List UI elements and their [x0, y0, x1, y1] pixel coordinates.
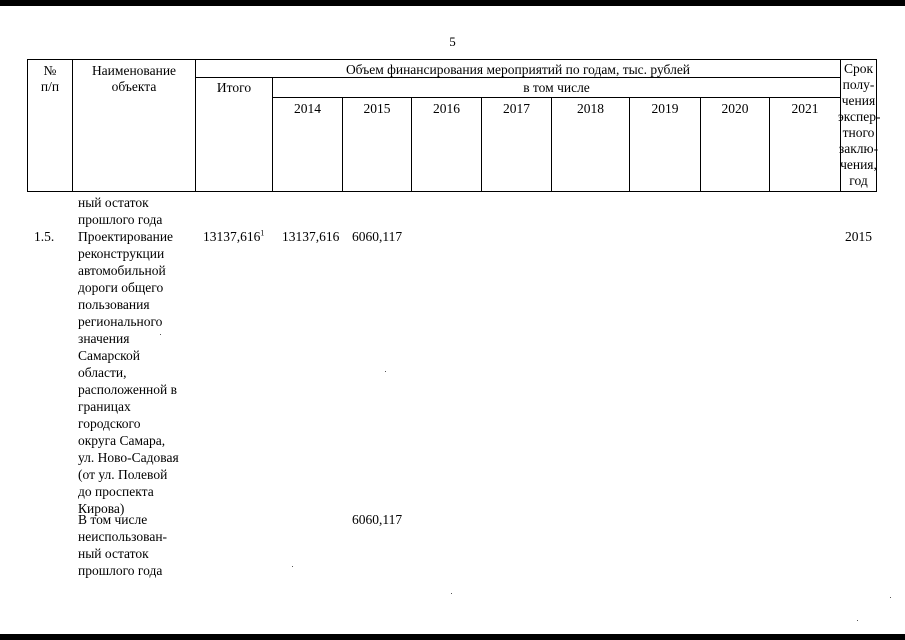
header-year-2019: 2019 — [651, 101, 679, 116]
scan-speck — [385, 371, 386, 372]
bottom-border — [0, 634, 905, 640]
row-2015-value: 6060,117 — [352, 229, 403, 244]
header-year-2021: 2021 — [791, 101, 819, 116]
top-border — [0, 0, 905, 6]
row-2014-value: 13137,616 — [282, 229, 340, 244]
scan-speck — [160, 334, 161, 335]
subrow-2015-value: 6060,117 — [352, 512, 403, 527]
header-year-2015: 2015 — [363, 101, 391, 116]
header-year-2016: 2016 — [433, 101, 460, 116]
scan-speck — [292, 566, 293, 567]
scan-speck — [857, 620, 858, 621]
page-number: 5 — [449, 34, 456, 49]
header-year-2017: 2017 — [503, 101, 530, 116]
header-including: в том числе — [523, 80, 590, 95]
scan-speck — [890, 597, 891, 598]
row-total — [203, 228, 264, 245]
header-year-2018: 2018 — [577, 101, 604, 116]
header-name-line1: Наименование — [91, 63, 177, 78]
scan-speck — [451, 593, 452, 594]
header-num-line1: № — [43, 63, 57, 78]
header-funding-title: Объем финансирования мероприятий по годам, тыс. рублей — [345, 62, 691, 77]
row-total-value: 13137,616 — [203, 229, 261, 244]
header-name-line2: объекта — [111, 79, 157, 94]
footnote-mark: 1 — [260, 228, 265, 238]
header-num-line2: п/п — [40, 79, 60, 94]
row-number: 1.5. — [34, 229, 55, 244]
header-year-2020: 2020 — [721, 101, 749, 116]
row-deadline: 2015 — [845, 229, 872, 244]
header-total: Итого — [216, 80, 252, 95]
header-year-2014: 2014 — [294, 101, 321, 116]
